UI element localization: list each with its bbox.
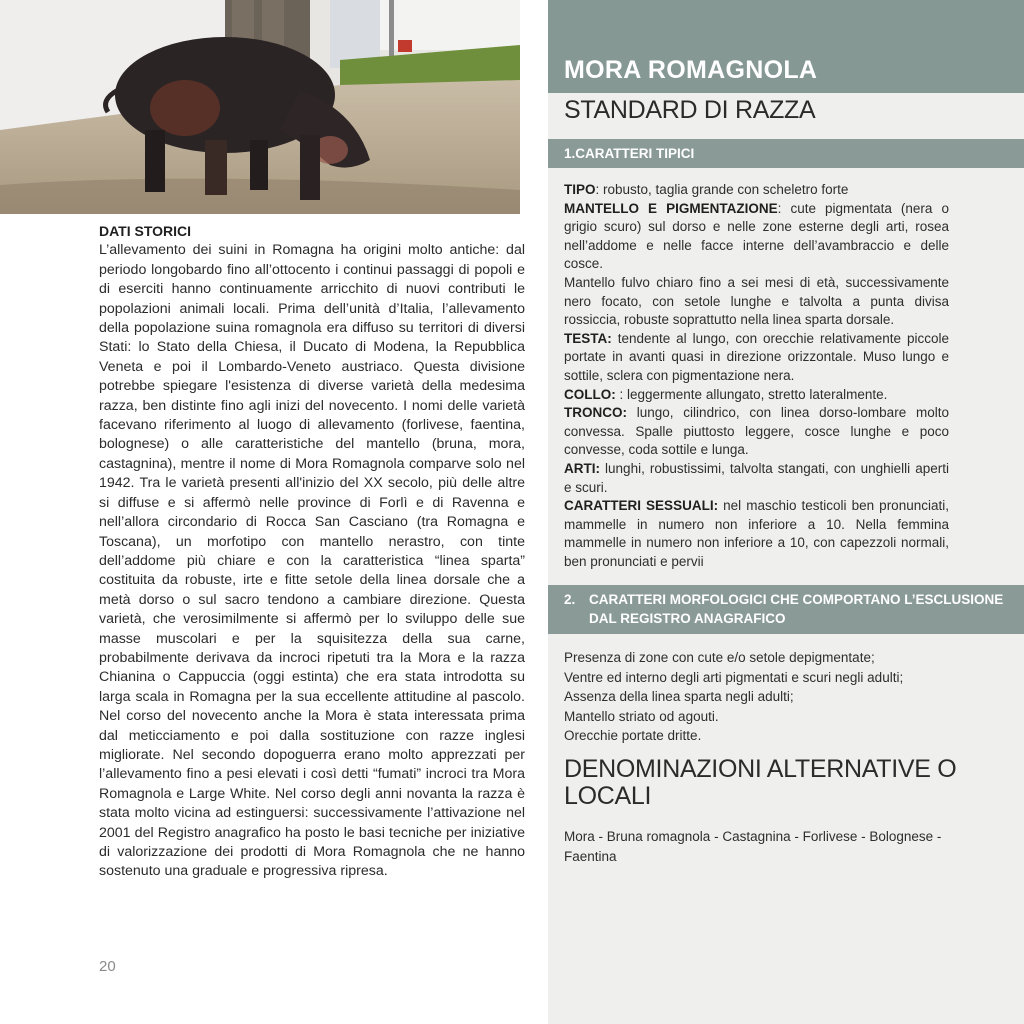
- trait-item: TRONCO: lungo, cilindrico, con linea dorso-lombare molto convessa. Spalle piuttosto leggere, cosce lunghe e poco convesse, coda sottile e lunga.: [564, 405, 949, 458]
- page-number: 20: [99, 958, 116, 975]
- section1-body: [564, 181, 949, 571]
- exclusion-item: Presenza di zone con cute e/o setole depigmentate;: [564, 650, 875, 665]
- breed-title: MORA ROMAGNOLA: [564, 56, 818, 84]
- exclusion-item: Ventre ed interno degli arti pigmentati e scuri negli adulti;: [564, 669, 904, 685]
- standard-title: STANDARD DI RAZZA: [564, 96, 816, 124]
- trait-item: COLLO: : leggermente allungato, stretto lateralmente.: [564, 386, 888, 402]
- trait-item: TESTA: tendente al lungo, con orecchie relativamente piccole portate in avanti quasi in direzione orizzontale. Muso lungo e sottile, sclera con pigmentazione nera.: [564, 330, 949, 383]
- historical-body: L’allevamento dei suini in Romagna ha origini molto antiche: dal periodo longobardo fino all’ottocento i continui passaggi di popoli e di eserciti hanno continuamente arricchito di nuovi contributi le popolazioni animali locali. Prima dell’unità d’Italia, l’allevamento della popolazione suina romagnola era diffuso su territori di diversi Stati: lo Stato della Chiesa, il Ducato di Modena, la Repubblica Veneta e poi il Lombardo-Veneto austriaco. Questa divisione potrebbe spiegare l'esistenza di diverse varietà della medesima razza, ben distinte fino agli inizi del novecento. I nomi delle varietà facevano riferimento al luogo di allevamento (forlivese, faentina, bolognese) o alle caratteristiche del mantello (bruna, mora, castagnina), mentre il nome di Mora Romagnola comparve solo nel 1942. Tra le varietà presenti all'inizio del XX secolo, più delle altre si diffuse e si affermò nelle province di Forlì e di Ravenna e nell’allora circondario di Rocca San Casciano (tra Romagna e Toscana), un morfotipo con mantello nerastro, con tinte dell’addome più chiare e con la caratteristica “linea sparta” costituita da robuste, irte e fitte setole della linea dorsale che a metà dorso o sul sacro tendono a cambiare direzione. Questa varietà, che verosimilmente si affermò per lo sviluppo delle sue masse muscolari e per la squisitezza della sua carne, probabilmente derivava da incroci ripetuti tra la Mora e la razza Chianina o Cappuccia (oggi estinta) che era stata introdotta su larga scala in Romagna per la sua eccellente attitudine al pascolo. Nel corso del novecento anche la Mora è stata interessata prima dal meticciamento e poi dalla sostituzione con razze inglesi migliorate. Nel secondo dopoguerra erano molto apprezzati per l’allevamento fino a pesi elevati i così detti “fumati” incroci tra Mora Romagnola e Large White. Nel corso degli anni novanta la razza è stata molto vicina ad estinguersi: successivamente l’attivazione nel 2001 del Registro anagrafico ha posto le basi tecniche per iniziative di valorizzazione dei prodotti di Mora Romagnola che ne hanno sostenuto una graduale e progressiva ripresa.: [99, 242, 525, 880]
- alt-names-title: DENOMINAZIONI ALTERNATIVE O LOCALI: [564, 755, 957, 810]
- historical-text: [99, 222, 525, 882]
- section2-body: [564, 648, 949, 746]
- title-band: [548, 0, 1024, 93]
- trait-item: TIPO: robusto, taglia grande con scheletro forte: [564, 182, 849, 197]
- section1-header: 1.CARATTERI TIPICI: [548, 139, 1024, 168]
- breed-standard-panel: [548, 0, 1024, 1024]
- trait-item: ARTI: lunghi, robustissimi, talvolta stangati, con unghielli aperti e scuri.: [564, 460, 949, 495]
- trait-item: Mantello fulvo chiaro fino a sei mesi di età, successivamente nero focato, con setole lunghe e talvolta a punta divisa rossiccia, robuste soprattutto nella linea sparta dorsale.: [564, 274, 949, 328]
- exclusion-item: Assenza della linea sparta negli adulti;: [564, 689, 794, 704]
- pig-photo: [0, 0, 520, 214]
- pig-photo-icon: [0, 0, 520, 214]
- exclusion-item: Orecchie portate dritte.: [564, 728, 702, 743]
- section2-number: 2.: [564, 592, 576, 607]
- exclusion-item: Mantello striato od agouti.: [564, 708, 719, 724]
- trait-item: MANTELLO E PIGMENTAZIONE: cute pigmentata (nera o grigio scuro) sul dorso e nelle zone esterne degli arti, rosea nell’addome e nelle facce interne dell’avambraccio e delle cosce.: [564, 200, 949, 272]
- alt-names-list: Mora - Bruna romagnola - Castagnina - Forlivese - Bolognese - Faentina: [564, 829, 942, 864]
- section2-title: CARATTERI MORFOLOGICI CHE COMPORTANO L’ESCLUSIONE DAL REGISTRO ANAGRAFICO: [589, 592, 1004, 626]
- trait-item: CARATTERI SESSUALI: nel maschio testicoli ben pronunciati, mammelle in numero non inferiore a 10. Nella femmina mammelle in numero non inferiore a 10, con capezzoli normali, ben pronunciati e pervii: [564, 498, 949, 569]
- section2-header: [548, 585, 1024, 634]
- historical-heading: DATI STORICI: [99, 223, 192, 239]
